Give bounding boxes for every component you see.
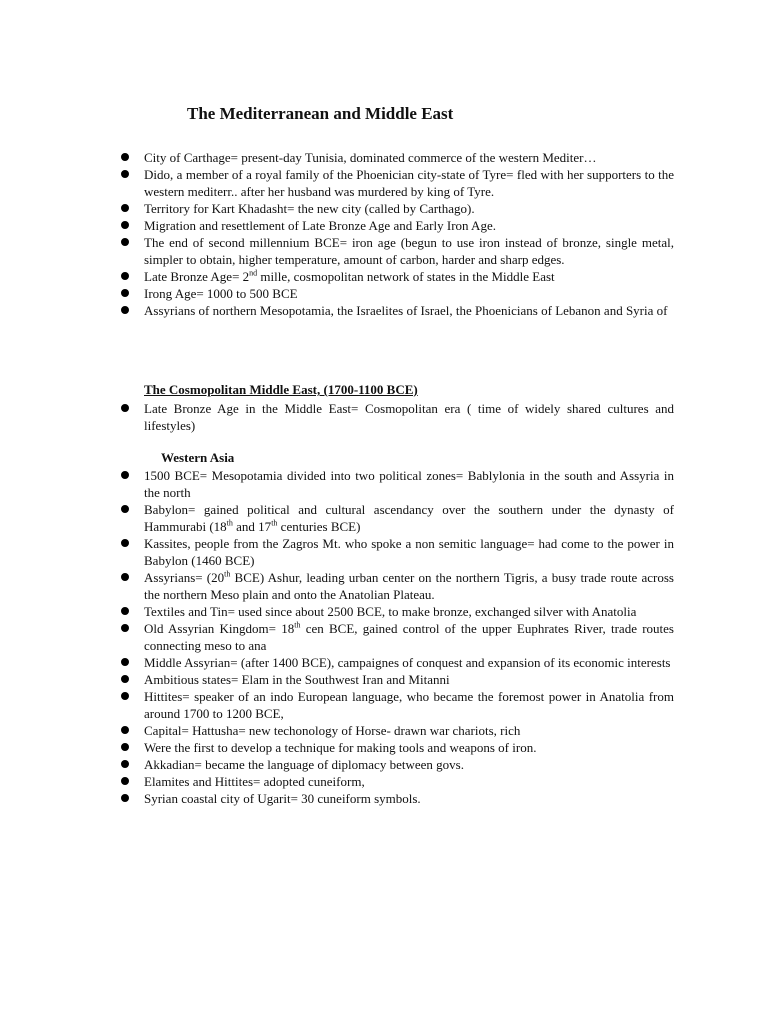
list-item: Middle Assyrian= (after 1400 BCE), campaignes of conquest and expansion of its economic interests — [118, 654, 674, 671]
sub-heading: Western Asia — [161, 450, 235, 465]
list-item: Ambitious states= Elam in the Southwest Iran and Mitanni — [118, 671, 674, 688]
bullet-list-cosmopolitan — [118, 400, 674, 434]
bullet-list-intro — [118, 149, 674, 319]
list-item: Dido, a member of a royal family of the Phoenician city-state of Tyre= fled with her supporters to the western mediterr.. after her husband was murdered by king of Tyre. — [118, 166, 674, 200]
section-heading: The Cosmopolitan Middle East, (1700-1100 BCE) — [144, 382, 418, 397]
list-item: Were the first to develop a technique for making tools and weapons of iron. — [118, 739, 674, 756]
list-item: Late Bronze Age= 2nd mille, cosmopolitan network of states in the Middle East — [118, 268, 674, 285]
page-title: The Mediterranean and Middle East — [187, 104, 454, 123]
list-item: Migration and resettlement of Late Bronze Age and Early Iron Age. — [118, 217, 674, 234]
list-item: Assyrians= (20th BCE) Ashur, leading urban center on the northern Tigris, a busy trade route across the northern Meso plain and onto the Anatolian Plateau. — [118, 569, 674, 603]
list-item: Babylon= gained political and cultural ascendancy over the southern under the dynasty of Hammurabi (18th and 17th centuries BCE) — [118, 501, 674, 535]
list-item: Assyrians of northern Mesopotamia, the Israelites of Israel, the Phoenicians of Lebanon and Syria of — [118, 302, 674, 319]
list-item: City of Carthage= present-day Tunisia, dominated commerce of the western Mediter… — [118, 149, 674, 166]
list-item: Old Assyrian Kingdom= 18th cen BCE, gained control of the upper Euphrates River, trade routes connecting meso to ana — [118, 620, 674, 654]
list-item: 1500 BCE= Mesopotamia divided into two political zones= Bablylonia in the south and Assyria in the north — [118, 467, 674, 501]
list-item: Late Bronze Age in the Middle East= Cosmopolitan era ( time of widely shared cultures and lifestyles) — [118, 400, 674, 434]
list-item: Kassites, people from the Zagros Mt. who spoke a non semitic language= had come to the power in Babylon (1460 BCE) — [118, 535, 674, 569]
list-item: Hittites= speaker of an indo European language, who became the foremost power in Anatolia from around 1700 to 1200 BCE, — [118, 688, 674, 722]
list-item: Syrian coastal city of Ugarit= 30 cuneiform symbols. — [118, 790, 674, 807]
list-item: Territory for Kart Khadasht= the new city (called by Carthago). — [118, 200, 674, 217]
list-item: Elamites and Hittites= adopted cuneiform, — [118, 773, 674, 790]
list-item: Akkadian= became the language of diplomacy between govs. — [118, 756, 674, 773]
list-item: Irong Age= 1000 to 500 BCE — [118, 285, 674, 302]
list-item: Capital= Hattusha= new techonology of Horse- drawn war chariots, rich — [118, 722, 674, 739]
list-item: The end of second millennium BCE= iron age (begun to use iron instead of bronze, single metal, simpler to obtain, higher temperature, amount of carbon, harder and sharp edges. — [118, 234, 674, 268]
list-item: Textiles and Tin= used since about 2500 BCE, to make bronze, exchanged silver with Anatolia — [118, 603, 674, 620]
bullet-list-western-asia — [118, 467, 674, 807]
